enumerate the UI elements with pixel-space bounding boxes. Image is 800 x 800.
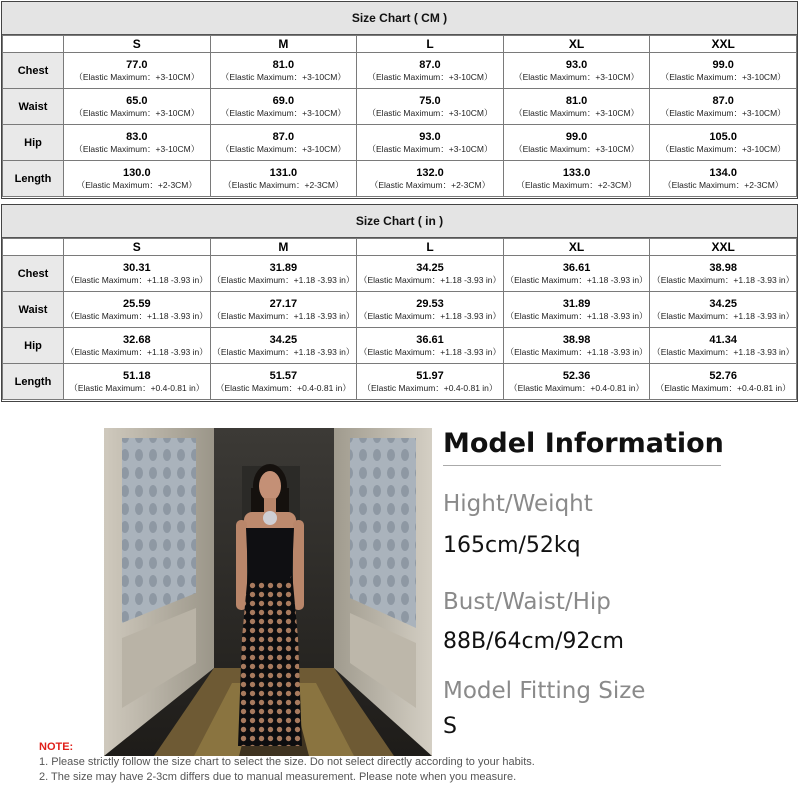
size-cell bbox=[650, 53, 797, 89]
cell-value: 27.17 bbox=[269, 298, 298, 310]
cell-value: 41.34 bbox=[709, 334, 737, 346]
size-header: M bbox=[210, 239, 357, 256]
size-cell bbox=[64, 292, 211, 328]
row-label: Length bbox=[3, 364, 64, 400]
cell-note: （Elastic Maximum：+1.18 -3.93 in） bbox=[505, 347, 648, 357]
size-cell bbox=[503, 89, 650, 125]
note-line-2: 2. The size may have 2-3cm differs due to manual measurement. Please note when you measure. bbox=[39, 771, 517, 783]
fitting-size-value: S bbox=[443, 714, 457, 739]
cell-value: 83.0 bbox=[126, 131, 148, 143]
cell-value: 133.0 bbox=[562, 167, 591, 179]
size-cell bbox=[210, 292, 357, 328]
table-row bbox=[3, 125, 797, 161]
cell-note: （Elastic Maximum：+3-10CM） bbox=[660, 144, 786, 154]
table-row bbox=[3, 53, 797, 89]
cell-value: 34.25 bbox=[269, 334, 298, 346]
note-line-1: 1. Please strictly follow the size chart to select the size. Do not select directly according to your habits. bbox=[39, 756, 535, 768]
size-cell bbox=[357, 364, 504, 400]
corner-cell bbox=[3, 239, 64, 256]
cell-note: （Elastic Maximum：+3-10CM） bbox=[220, 72, 346, 82]
cell-note: （Elastic Maximum：+1.18 -3.93 in） bbox=[212, 311, 355, 321]
size-cell bbox=[650, 89, 797, 125]
size-cell bbox=[357, 53, 504, 89]
row-label: Chest bbox=[3, 256, 64, 292]
cell-note: （Elastic Maximum：+3-10CM） bbox=[74, 72, 200, 82]
cell-value: 36.61 bbox=[562, 262, 591, 274]
size-cell bbox=[210, 364, 357, 400]
size-header: XL bbox=[503, 239, 650, 256]
cell-value: 134.0 bbox=[709, 167, 737, 179]
row-label: Waist bbox=[3, 89, 64, 125]
size-header: S bbox=[64, 36, 211, 53]
title-divider bbox=[443, 465, 721, 466]
cell-note: （Elastic Maximum：+1.18 -3.93 in） bbox=[359, 275, 501, 285]
cell-note: （Elastic Maximum：+3-10CM） bbox=[74, 108, 200, 118]
cell-value: 81.0 bbox=[272, 59, 295, 71]
cell-note: （Elastic Maximum：+3-10CM） bbox=[514, 72, 640, 82]
cell-value: 75.0 bbox=[419, 95, 441, 107]
cell-value: 38.98 bbox=[562, 334, 591, 346]
cell-note: （Elastic Maximum：+1.18 -3.93 in） bbox=[652, 311, 795, 321]
cell-value: 93.0 bbox=[565, 59, 588, 71]
size-cell bbox=[210, 161, 357, 197]
cell-value: 87.0 bbox=[419, 59, 441, 71]
size-cell bbox=[64, 161, 211, 197]
height-weight-label: Hight/Weiqht bbox=[443, 491, 593, 517]
cell-note: （Elastic Maximum：+0.4-0.81 in） bbox=[69, 383, 205, 393]
size-cell bbox=[210, 256, 357, 292]
cell-value: 81.0 bbox=[565, 95, 588, 107]
corner-cell bbox=[3, 36, 64, 53]
cell-value: 65.0 bbox=[126, 95, 148, 107]
cell-value: 51.18 bbox=[123, 370, 151, 382]
table-row bbox=[3, 161, 797, 197]
size-cell bbox=[64, 89, 211, 125]
cell-note: （Elastic Maximum：+1.18 -3.93 in） bbox=[212, 347, 355, 357]
size-table-cm bbox=[2, 35, 797, 197]
size-header: S bbox=[64, 239, 211, 256]
cell-value: 34.25 bbox=[709, 298, 737, 310]
cell-note: （Elastic Maximum：+1.18 -3.93 in） bbox=[65, 275, 208, 285]
model-info-block bbox=[443, 425, 743, 466]
size-cell bbox=[64, 256, 211, 292]
size-cell bbox=[357, 292, 504, 328]
size-header: XXL bbox=[650, 36, 797, 53]
cell-note: （Elastic Maximum：+2-3CM） bbox=[663, 180, 784, 190]
size-cell bbox=[650, 364, 797, 400]
cell-value: 69.0 bbox=[272, 95, 295, 107]
cell-value: 52.76 bbox=[709, 370, 737, 382]
size-cell bbox=[503, 328, 650, 364]
cell-value: 130.0 bbox=[123, 167, 151, 179]
cell-note: （Elastic Maximum：+0.4-0.81 in） bbox=[655, 383, 791, 393]
row-label: Hip bbox=[3, 328, 64, 364]
cell-value: 105.0 bbox=[709, 131, 737, 143]
size-cell bbox=[64, 53, 211, 89]
cell-value: 87.0 bbox=[272, 131, 295, 143]
model-photo bbox=[104, 428, 432, 756]
size-cell bbox=[210, 89, 357, 125]
cell-note: （Elastic Maximum：+3-10CM） bbox=[220, 144, 346, 154]
size-cell bbox=[650, 125, 797, 161]
cell-note: （Elastic Maximum：+2-3CM） bbox=[369, 180, 491, 190]
size-cell bbox=[357, 328, 504, 364]
size-chart-cm bbox=[1, 1, 798, 199]
cell-note: （Elastic Maximum：+1.18 -3.93 in） bbox=[65, 347, 208, 357]
size-cell bbox=[650, 256, 797, 292]
table-row bbox=[3, 89, 797, 125]
row-label: Chest bbox=[3, 53, 64, 89]
size-cell bbox=[64, 125, 211, 161]
size-cell bbox=[503, 292, 650, 328]
cell-value: 93.0 bbox=[419, 131, 441, 143]
size-header: L bbox=[357, 239, 504, 256]
note-title: NOTE: bbox=[39, 741, 74, 753]
cell-note: （Elastic Maximum：+2-3CM） bbox=[76, 180, 197, 190]
cell-value: 77.0 bbox=[126, 59, 148, 71]
cell-value: 132.0 bbox=[416, 167, 444, 179]
cell-value: 29.53 bbox=[416, 298, 444, 310]
cell-note: （Elastic Maximum：+3-10CM） bbox=[74, 144, 200, 154]
cell-note: （Elastic Maximum：+1.18 -3.93 in） bbox=[359, 311, 501, 321]
size-cell bbox=[503, 161, 650, 197]
cell-note: （Elastic Maximum：+0.4-0.81 in） bbox=[215, 383, 351, 393]
cell-value: 51.57 bbox=[269, 370, 298, 382]
cell-value: 38.98 bbox=[709, 262, 737, 274]
measurements-label: Bust/Waist/Hip bbox=[443, 589, 611, 615]
cell-note: （Elastic Maximum：+3-10CM） bbox=[367, 144, 493, 154]
size-cell bbox=[210, 53, 357, 89]
row-label: Length bbox=[3, 161, 64, 197]
cell-note: （Elastic Maximum：+1.18 -3.93 in） bbox=[652, 275, 795, 285]
size-cell bbox=[357, 89, 504, 125]
size-header: XL bbox=[503, 36, 650, 53]
cell-note: （Elastic Maximum：+1.18 -3.93 in） bbox=[359, 347, 501, 357]
cell-value: 99.0 bbox=[565, 131, 588, 143]
cell-value: 31.89 bbox=[562, 298, 591, 310]
cell-value: 87.0 bbox=[712, 95, 734, 107]
size-cell bbox=[210, 125, 357, 161]
height-weight-value: 165cm/52kq bbox=[443, 533, 581, 558]
cell-value: 34.25 bbox=[416, 262, 444, 274]
cell-note: （Elastic Maximum：+1.18 -3.93 in） bbox=[652, 347, 795, 357]
size-cell bbox=[64, 328, 211, 364]
size-cell bbox=[503, 125, 650, 161]
cell-note: （Elastic Maximum：+3-10CM） bbox=[514, 108, 640, 118]
cell-value: 99.0 bbox=[712, 59, 734, 71]
size-cell bbox=[503, 53, 650, 89]
cell-note: （Elastic Maximum：+0.4-0.81 in） bbox=[509, 383, 645, 393]
size-chart-cm-title: Size Chart ( CM ) bbox=[2, 2, 797, 35]
cell-value: 36.61 bbox=[416, 334, 444, 346]
table-row bbox=[3, 256, 797, 292]
size-header: M bbox=[210, 36, 357, 53]
size-chart-in-title: Size Chart ( in ) bbox=[2, 205, 797, 238]
size-cell bbox=[210, 328, 357, 364]
table-row bbox=[3, 364, 797, 400]
cell-note: （Elastic Maximum：+1.18 -3.93 in） bbox=[65, 311, 208, 321]
row-label: Hip bbox=[3, 125, 64, 161]
cell-note: （Elastic Maximum：+3-10CM） bbox=[367, 108, 493, 118]
cell-note: （Elastic Maximum：+1.18 -3.93 in） bbox=[505, 275, 648, 285]
size-cell bbox=[357, 125, 504, 161]
cell-value: 51.97 bbox=[416, 370, 444, 382]
cell-note: （Elastic Maximum：+3-10CM） bbox=[514, 144, 640, 154]
fitting-size-label: Model Fitting Size bbox=[443, 678, 646, 704]
measurements-value: 88B/64cm/92cm bbox=[443, 629, 624, 654]
size-cell bbox=[650, 292, 797, 328]
cell-note: （Elastic Maximum：+3-10CM） bbox=[660, 108, 786, 118]
cell-value: 25.59 bbox=[123, 298, 151, 310]
table-row bbox=[3, 292, 797, 328]
cell-note: （Elastic Maximum：+2-3CM） bbox=[223, 180, 344, 190]
size-note bbox=[39, 740, 535, 785]
size-chart-in bbox=[1, 204, 798, 402]
size-cell bbox=[64, 364, 211, 400]
size-header: XXL bbox=[650, 239, 797, 256]
cell-note: （Elastic Maximum：+1.18 -3.93 in） bbox=[212, 275, 355, 285]
cell-note: （Elastic Maximum：+3-10CM） bbox=[660, 72, 786, 82]
size-table-in bbox=[2, 238, 797, 400]
size-cell bbox=[357, 161, 504, 197]
cell-note: （Elastic Maximum：+2-3CM） bbox=[516, 180, 637, 190]
size-cell bbox=[503, 256, 650, 292]
size-cell bbox=[357, 256, 504, 292]
cell-note: （Elastic Maximum：+0.4-0.81 in） bbox=[362, 383, 498, 393]
cell-note: （Elastic Maximum：+1.18 -3.93 in） bbox=[505, 311, 648, 321]
cell-note: （Elastic Maximum：+3-10CM） bbox=[367, 72, 493, 82]
cell-note: （Elastic Maximum：+3-10CM） bbox=[220, 108, 346, 118]
cell-value: 131.0 bbox=[269, 167, 298, 179]
size-header-row bbox=[3, 239, 797, 256]
size-header: L bbox=[357, 36, 504, 53]
size-cell bbox=[650, 328, 797, 364]
table-row bbox=[3, 328, 797, 364]
model-info-title: Model Information bbox=[443, 428, 724, 459]
size-cell bbox=[650, 161, 797, 197]
row-label: Waist bbox=[3, 292, 64, 328]
size-cell bbox=[503, 364, 650, 400]
cell-value: 30.31 bbox=[123, 262, 151, 274]
cell-value: 52.36 bbox=[562, 370, 591, 382]
size-header-row bbox=[3, 36, 797, 53]
cell-value: 32.68 bbox=[123, 334, 151, 346]
cell-value: 31.89 bbox=[269, 262, 298, 274]
